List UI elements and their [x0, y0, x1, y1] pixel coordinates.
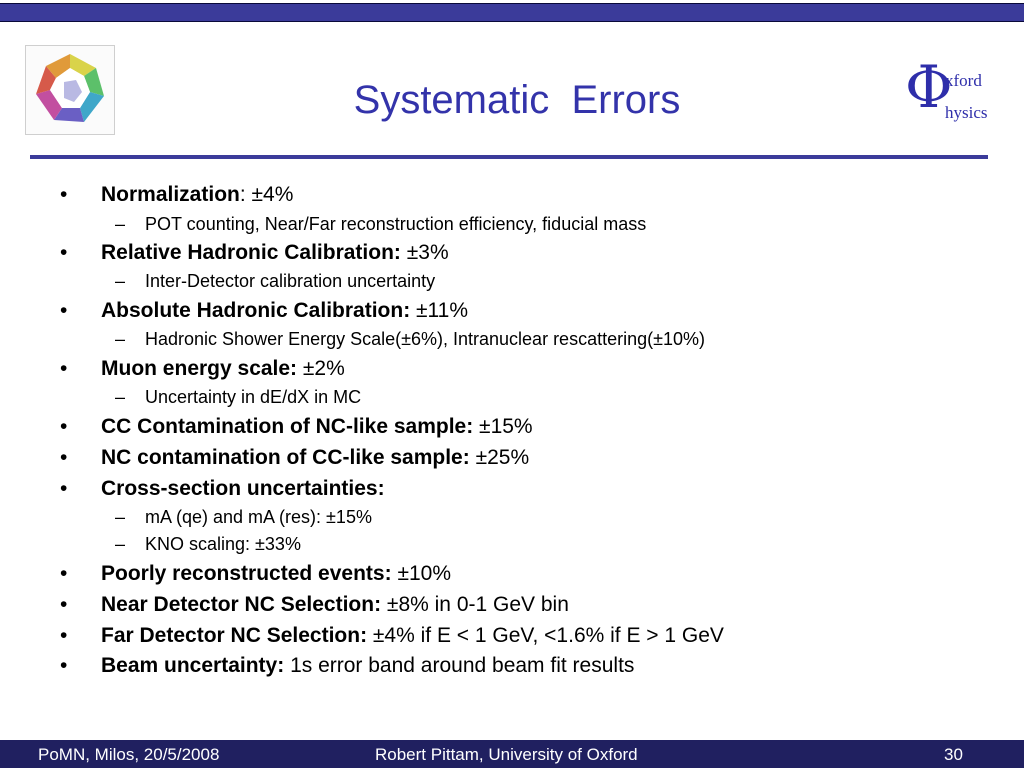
slide-footer — [0, 740, 1024, 768]
bullet-marker: • — [60, 183, 68, 206]
bullet-marker: • — [60, 562, 68, 585]
dash-marker: – — [115, 271, 126, 291]
bullet-marker: • — [60, 241, 68, 264]
bullet-label: CC Contamination of NC-like sample: — [101, 415, 474, 438]
bullet-label: Poorly reconstructed events: — [101, 562, 392, 585]
sub-bullet-text: mA (qe) and mA (res): ±15% — [145, 507, 372, 527]
footer-author: Robert Pittam, University of Oxford — [375, 745, 638, 764]
bullet-value: ±8% in 0-1 GeV bin — [386, 593, 569, 616]
logo-word-hysics: hysics — [945, 103, 988, 122]
phi-symbol: Φ — [905, 53, 953, 121]
dash-marker: – — [115, 534, 126, 554]
bullet-value: 1s error band around beam fit results — [290, 654, 635, 677]
bullet-label: Muon energy scale: — [101, 357, 298, 380]
bullet-marker: • — [60, 654, 68, 677]
bullet-marker: • — [60, 446, 68, 469]
bullet-label: Far Detector NC Selection: — [101, 624, 368, 647]
logo-word-xford: xford — [945, 71, 982, 90]
bullet-value: ±10% — [397, 562, 451, 585]
title-divider — [30, 155, 988, 159]
bullet-value: ±4% if E < 1 GeV, <1.6% if E > 1 GeV — [372, 624, 724, 647]
bullet-label: Beam uncertainty: — [101, 654, 285, 677]
bullet-value: ±4% — [251, 183, 294, 206]
sub-bullet-text: Uncertainty in dE/dX in MC — [145, 387, 362, 407]
dash-marker: – — [115, 214, 126, 234]
dash-marker: – — [115, 507, 126, 527]
bullet-marker: • — [60, 593, 68, 616]
bullet-value: ±2% — [302, 357, 345, 380]
slide-title: Systematic Errors — [353, 78, 681, 122]
sub-bullet-text: POT counting, Near/Far reconstruction efficiency, fiducial mass — [145, 214, 647, 234]
bullet-value: ±3% — [406, 241, 449, 264]
footer-page-number: 30 — [944, 745, 963, 764]
bullet-label: Cross-section uncertainties: — [101, 477, 385, 500]
sub-bullet-text: KNO scaling: ±33% — [145, 534, 301, 554]
bullet-label: Normalization — [101, 183, 240, 206]
bullet-marker: • — [60, 299, 68, 322]
bullet-marker: • — [60, 477, 68, 500]
bullet-value: ±25% — [475, 446, 530, 469]
dash-marker: – — [115, 329, 126, 349]
bullet-label: Near Detector NC Selection: — [101, 593, 382, 616]
top-banner-bar — [0, 3, 1024, 22]
bullet-value: ±11% — [416, 299, 469, 322]
dash-marker: – — [115, 387, 126, 407]
footer-event: PoMN, Milos, 20/5/2008 — [38, 745, 220, 764]
bullet-label: NC contamination of CC-like sample: — [101, 446, 470, 469]
bullet-marker: • — [60, 415, 68, 438]
bullet-separator: : — [239, 183, 252, 206]
bullet-marker: • — [60, 624, 68, 647]
sub-bullet-text: Hadronic Shower Energy Scale(±6%), Intranuclear rescattering(±10%) — [145, 329, 706, 349]
bullet-marker: • — [60, 357, 68, 380]
oxford-physics-logo — [905, 53, 1005, 130]
bullet-value: ±15% — [479, 415, 533, 438]
bullet-label: Absolute Hadronic Calibration: — [101, 299, 411, 322]
sub-bullet-text: Inter-Detector calibration uncertainty — [145, 271, 436, 291]
bullet-label: Relative Hadronic Calibration: — [101, 241, 401, 264]
